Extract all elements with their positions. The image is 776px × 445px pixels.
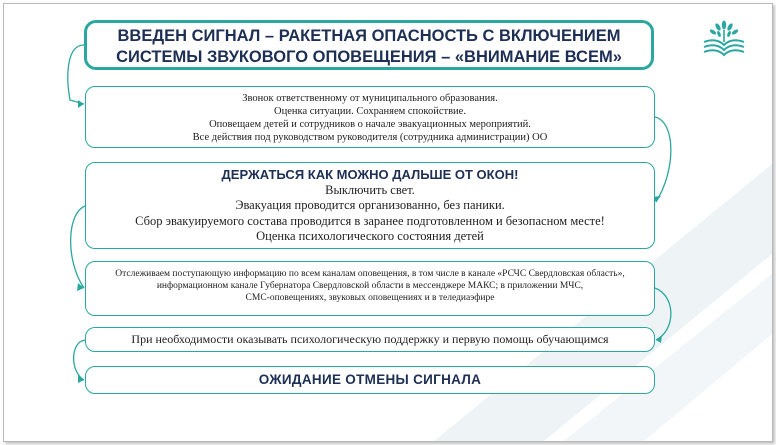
step-3-box [85, 261, 655, 316]
step-2-heading: ДЕРЖАТЬСЯ КАК МОЖНО ДАЛЬШЕ ОТ ОКОН! [221, 167, 519, 182]
alert-title-line-1: ВВЕДЕН СИГНАЛ – РАКЕТНАЯ ОПАСНОСТЬ С ВКЛЮЧЕНИЕМ [117, 27, 621, 45]
step-1-line: Все действия под руководством руководителя (сотрудника администрации) ОО [192, 132, 548, 143]
step-2-line: Эвакуация проводится организованно, без паники. [235, 198, 505, 212]
step-1-line: Звонок ответственному от муниципального образования. [242, 93, 498, 104]
open-book-tree-logo-icon [698, 16, 750, 60]
step-2-line: Оценка психологического состояния детей [256, 229, 484, 243]
step-1-line: Оценка ситуации. Сохраняем спокойствие. [274, 106, 466, 117]
step-1-line: Оповещаем детей и сотрудников о начале эвакуационных мероприятий. [209, 119, 531, 130]
alert-title-line-2: СИСТЕМЫ ЗВУКОВОГО ОПОВЕЩЕНИЯ – «ВНИМАНИЕ ВСЕМ» [116, 48, 622, 66]
step-1-box [85, 86, 655, 148]
step-4-box [85, 327, 655, 352]
step-3-line: Отслеживаем поступающую информацию по всем каналам оповещения, в том числе в канале «РСЧС Свердловская область», [115, 269, 625, 279]
step-5-box [85, 366, 655, 394]
step-2-line: Выключить свет. [325, 182, 415, 197]
alert-title-box [84, 20, 654, 70]
step-2-line: Сбор эвакуируемого состава проводится в заранее подготовленном и безопасном месте! [135, 213, 605, 228]
step-3-line: информационном канале Губернатора Свердловской области в мессенджере МАКС; в приложении МЧС, [156, 281, 584, 291]
step-4-text: При необходимости оказывать психологическую поддержку и первую помощь обучающимся [131, 332, 609, 346]
step-3-line: СМС-оповещениях, звуковых оповещениях и в теледиаэфире [245, 293, 495, 303]
step-5-text: ОЖИДАНИЕ ОТМЕНЫ СИГНАЛА [258, 372, 482, 387]
step-2-box [85, 162, 655, 249]
